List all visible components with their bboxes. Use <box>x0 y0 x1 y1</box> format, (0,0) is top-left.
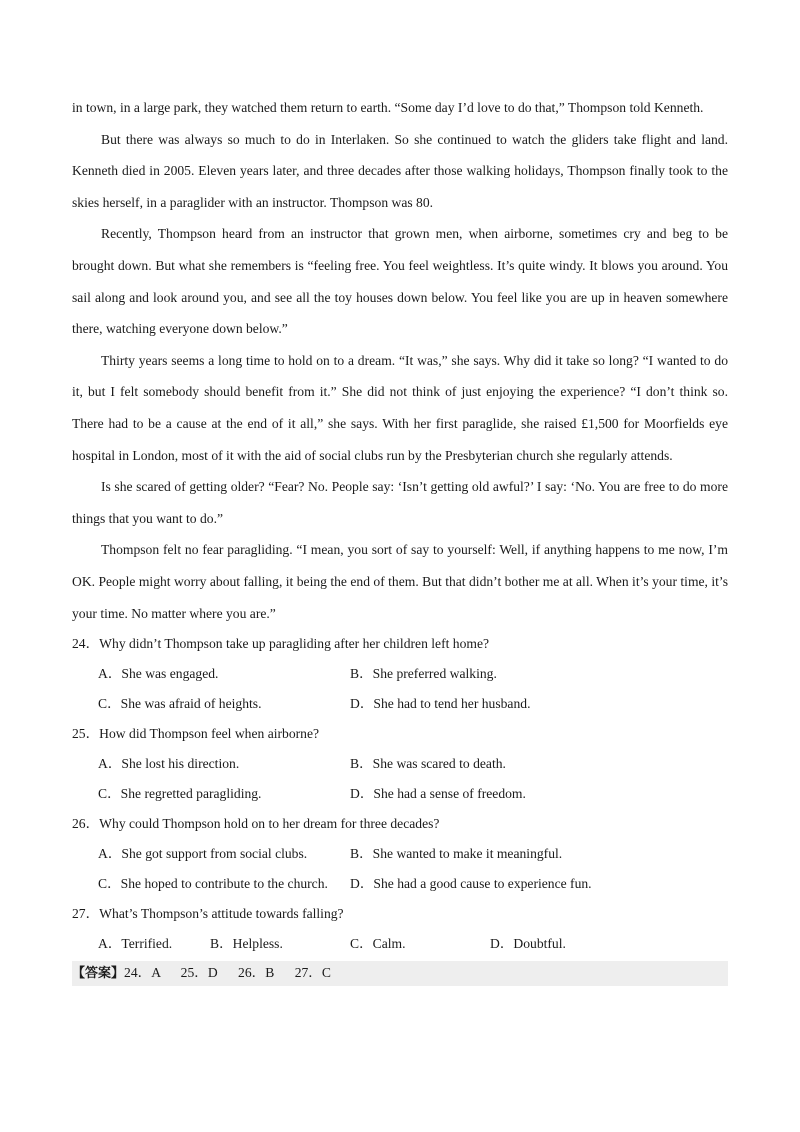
option-b: B．She wanted to make it meaningful. <box>350 846 563 862</box>
option-c: C．Calm. <box>350 936 406 952</box>
passage-paragraph-6: Thompson felt no fear paragliding. “I mean, you sort of say to yourself: Well, if anything happens to me now, I’m OK. People might worry about falling, it being the end of them. But that didn’t bother me at all. When it’s your time, it’s your time. No matter where you are.” <box>72 542 728 621</box>
option-a: A．She lost his direction. <box>98 756 240 772</box>
option-b: B．Helpless. <box>210 936 283 952</box>
option-c: C．She hoped to contribute to the church. <box>98 876 328 892</box>
passage-paragraph-1: in town, in a large park, they watched them return to earth. “Some day I’d love to do that,” Thompson told Kenneth. <box>72 100 704 115</box>
answer-text: 24．A 25．D 26．B 27．C <box>124 965 331 981</box>
option-a: A．She was engaged. <box>98 666 219 682</box>
option-a: A．Terrified. <box>98 936 173 952</box>
passage-paragraph-5: Is she scared of getting older? “Fear? No. People say: ‘Isn’t getting old awful?’ I say: ‘No. You are free to do more things that you want to do.” <box>72 479 728 526</box>
answer-key <box>72 961 728 986</box>
question-stem: 27．What’s Thompson’s attitude towards falling? <box>72 906 344 922</box>
question-stem: 25．How did Thompson feel when airborne? <box>72 726 320 742</box>
question-stem: 26．Why could Thompson hold on to her dream for three decades? <box>72 816 440 832</box>
document-page <box>72 92 728 986</box>
passage-paragraph-2: But there was always so much to do in Interlaken. So she continued to watch the gliders take flight and land. Kenneth died in 2005. Eleven years later, and three decades after those walking holidays, Thompson finally took to the skies herself, in a paraglider with an instructor. Thompson was 80. <box>72 131 728 210</box>
option-row <box>72 869 728 899</box>
option-d: D．She had a good cause to experience fun. <box>350 876 592 892</box>
option-row <box>72 779 728 809</box>
question-26 <box>72 809 728 899</box>
option-b: B．She was scared to death. <box>350 756 506 772</box>
question-list <box>72 629 728 959</box>
option-d: D．She had to tend her husband. <box>350 696 531 712</box>
question-24 <box>72 629 728 719</box>
option-row <box>72 839 728 869</box>
option-row <box>72 689 728 719</box>
option-row <box>72 749 728 779</box>
option-d: D．Doubtful. <box>490 936 566 952</box>
option-c: C．She was afraid of heights. <box>98 696 262 712</box>
passage-paragraph-3: Recently, Thompson heard from an instructor that grown men, when airborne, sometimes cry and beg to be brought down. But what she remembers is “feeling free. You feel weightless. It’s quite windy. It blows you around. You sail along and look around you, and see all the toy houses down below. You feel like you are up in heaven somewhere there, watching everyone down below.” <box>72 226 728 337</box>
question-stem: 24．Why didn’t Thompson take up paragliding after her children left home? <box>72 636 490 652</box>
question-27 <box>72 899 728 959</box>
answer-label: 【答案】 <box>72 966 125 982</box>
passage-paragraph-4: Thirty years seems a long time to hold on to a dream. “It was,” she says. Why did it take so long? “I wanted to do it, but I felt somebody should benefit from it.” She did not think of just enjoying the experience? “I don’t think so. There had to be a cause at the end of it all,” she says. With her first paraglide, she raised £1,500 for Moorfields eye hospital in London, most of it with the aid of social clubs run by the Presbyterian church she regularly attends. <box>72 352 728 463</box>
option-row <box>72 929 728 959</box>
option-b: B．She preferred walking. <box>350 666 497 682</box>
option-row <box>72 659 728 689</box>
option-a: A．She got support from social clubs. <box>98 846 308 862</box>
option-c: C．She regretted paragliding. <box>98 786 262 802</box>
option-d: D．She had a sense of freedom. <box>350 786 526 802</box>
question-25 <box>72 719 728 809</box>
